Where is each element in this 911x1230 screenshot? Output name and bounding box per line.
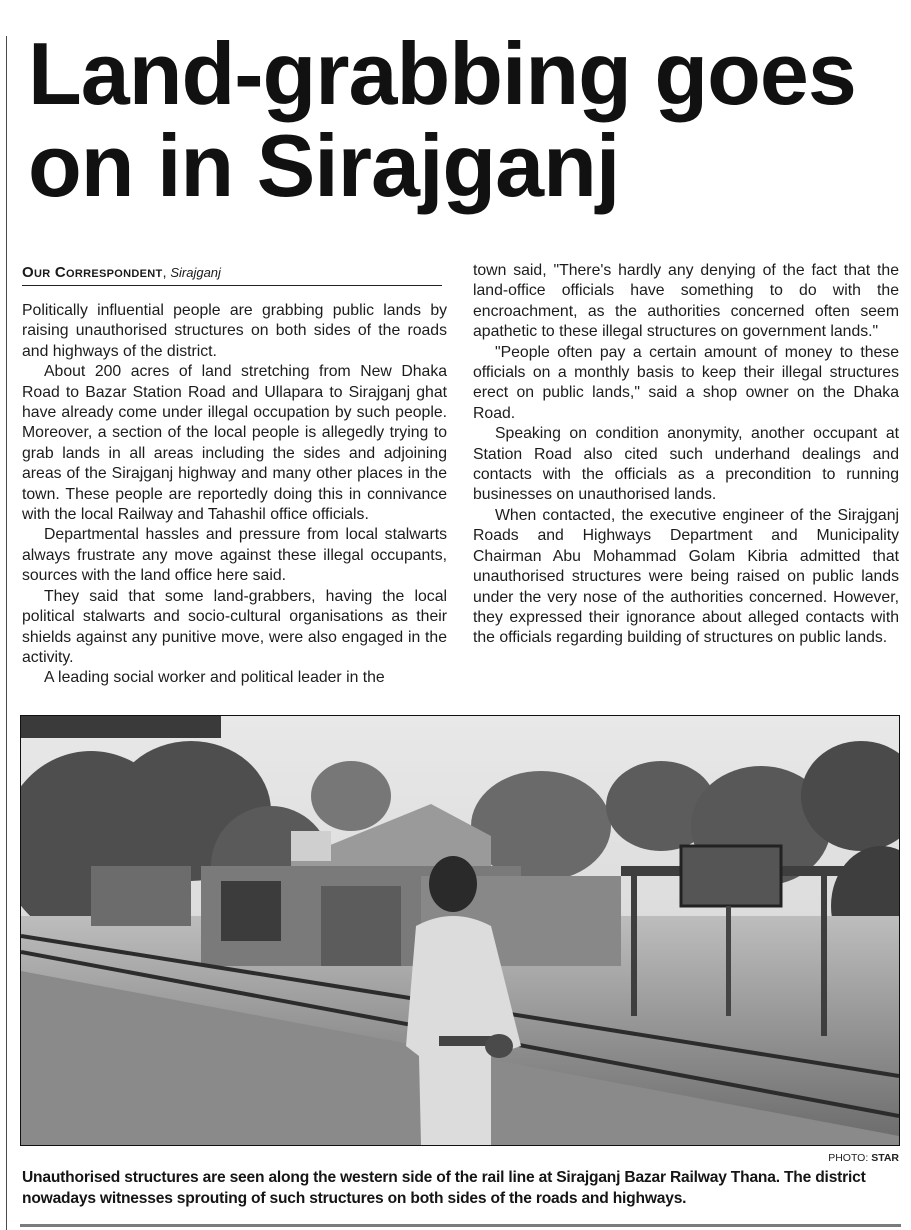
paragraph: They said that some land-grabbers, having the local political stalwarts and socio-cultural organisations as their shields against any punitive move, were also engaged in the activity. [22, 587, 447, 666]
photo-caption: Unauthorised structures are seen along the western side of the rail line at Sirajganj Bazar Railway Thana. The district nowadays witnesses sprouting of such structures on both sides of the roads and highways. [22, 1169, 866, 1207]
paragraph: Speaking on condition anonymity, another occupant at Station Road also cited such underhand dealings and contacts with the officials as a precondition to running businesses on unauthorised lands. [473, 425, 899, 504]
byline: Our Correspondent, Sirajganj [22, 263, 442, 286]
paragraph: Departmental hassles and pressure from local stalwarts always frustrate any move against these illegal occupants, sources with the land office here said. [22, 526, 447, 585]
article-column-left [22, 301, 447, 689]
paragraph: "People often pay a certain amount of money to these officials on a monthly basis to keep their illegal structures erect on public lands," said a shop owner on the Dhaka Road. [473, 343, 899, 422]
byline-name: Our Correspondent [22, 264, 163, 281]
paragraph: town said, "There's hardly any denying of the fact that the land-office officials have something to do with the encroachment, as the authorities concerned often seem apathetic to these illegal structures on government lands." [473, 262, 899, 341]
photo-credit-label: PHOTO: [828, 1152, 869, 1164]
paragraph: A leading social worker and political leader in the [44, 669, 385, 687]
paragraph: When contacted, the executive engineer of the Sirajganj Roads and Highways Department and Municipality Chairman Abu Mohammad Golam Kibria admitted that unauthorised structures were being raised on public lands under the very nose of the authorities concerned. However, they expressed their ignorance about alleged contacts with the officials regarding building of structures on public lands. [473, 506, 899, 647]
shop-sign [291, 831, 331, 861]
photo-credit [828, 1152, 899, 1164]
article-column-right [473, 261, 899, 649]
paragraph: About 200 acres of land stretching from New Dhaka Road to Bazar Station Road and Ullapara to Sirajganj ghat have already come under illegal occupation by such people. Moreover, a section of the local people is allegedly trying to grab lands in all areas including the sides and adjoining areas of the Sirajganj highway and many other places in the town. These people are reportedly doing this in connivance with the local Railway and Tahashil office officials. [22, 363, 447, 524]
photo-credit-source: STAR [871, 1152, 899, 1164]
station-signboard [681, 846, 781, 906]
railway-scene-photo [21, 716, 899, 1145]
paragraph: Politically influential people are grabbing public lands by raising unauthorised structures on both sides of the roads and highways of the district. [22, 302, 447, 360]
awning-edge [21, 716, 221, 738]
news-photo [20, 715, 900, 1146]
bottom-rule [20, 1224, 901, 1227]
headline: Land-grabbing goes on in Sirajganj [28, 24, 856, 215]
page-left-rule [6, 36, 7, 1230]
byline-place: Sirajganj [170, 265, 221, 280]
